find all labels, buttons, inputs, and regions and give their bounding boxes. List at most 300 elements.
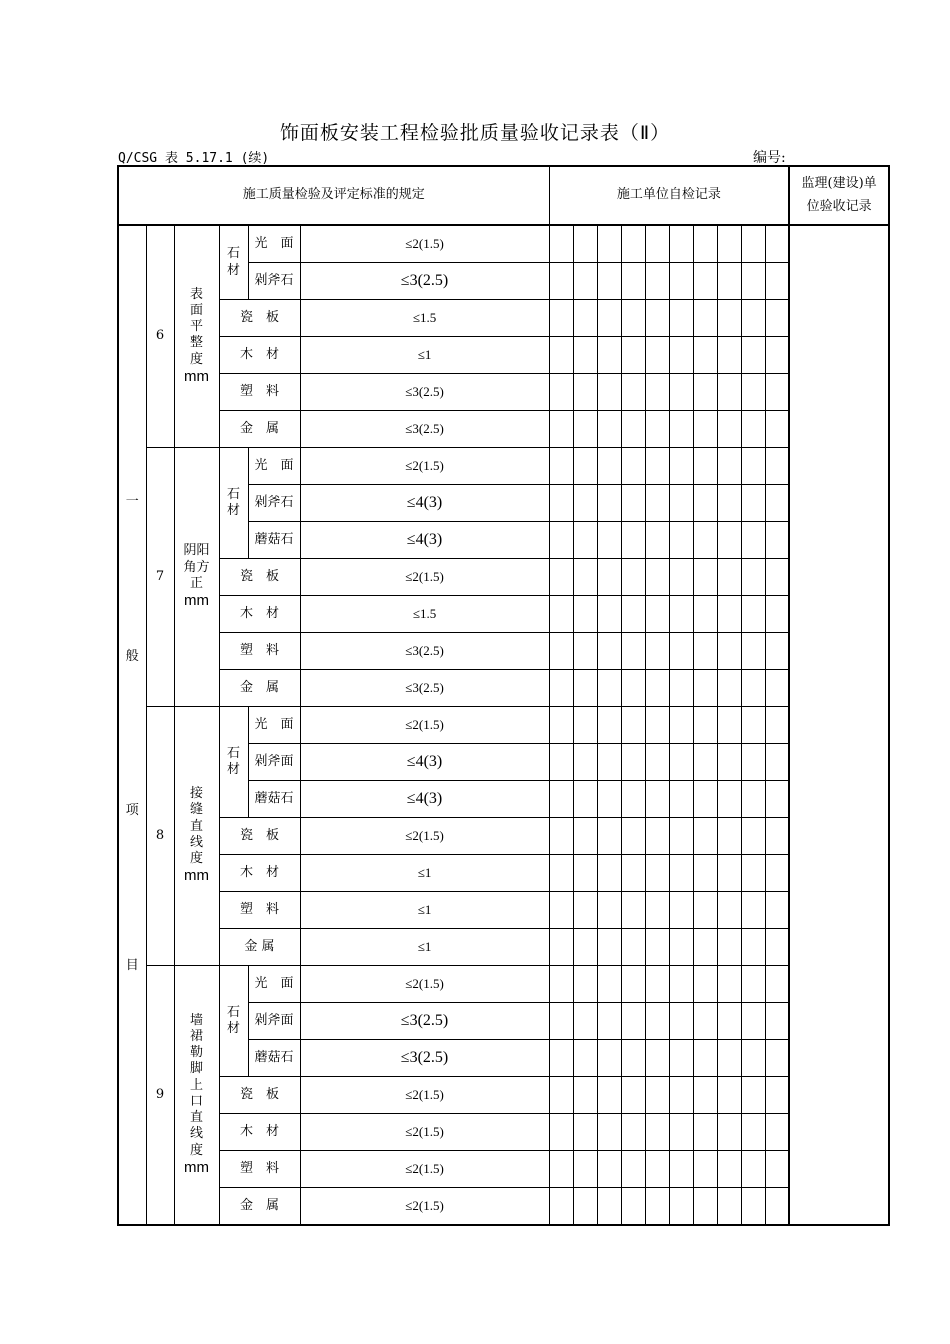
self-check-cell[interactable] xyxy=(597,374,621,411)
self-check-cell[interactable] xyxy=(741,1040,765,1077)
self-check-cell[interactable] xyxy=(741,670,765,707)
item-unit: mm xyxy=(184,867,209,885)
self-check-cell[interactable] xyxy=(693,929,717,966)
self-check-cell[interactable] xyxy=(573,929,597,966)
self-check-cell[interactable] xyxy=(717,300,741,337)
self-check-cell[interactable] xyxy=(597,225,621,263)
category-label xyxy=(119,494,146,974)
self-check-cell[interactable] xyxy=(621,300,645,337)
self-check-cell[interactable] xyxy=(717,781,741,818)
self-check-cell[interactable] xyxy=(621,966,645,1003)
self-check-cell[interactable] xyxy=(549,263,573,300)
self-check-cell[interactable] xyxy=(573,263,597,300)
self-check-cell[interactable] xyxy=(669,522,693,559)
self-check-cell[interactable] xyxy=(741,448,765,485)
self-check-cell[interactable] xyxy=(621,670,645,707)
self-check-cell[interactable] xyxy=(597,411,621,448)
self-check-cell[interactable] xyxy=(597,929,621,966)
self-check-cell[interactable] xyxy=(645,522,669,559)
self-check-cell[interactable] xyxy=(645,337,669,374)
self-check-cell[interactable] xyxy=(621,448,645,485)
self-check-cell[interactable] xyxy=(597,559,621,596)
self-check-cell[interactable] xyxy=(549,448,573,485)
self-check-cell[interactable] xyxy=(669,633,693,670)
standard-value: ≤4(3) xyxy=(300,781,549,818)
self-check-cell[interactable] xyxy=(573,337,597,374)
self-check-cell[interactable] xyxy=(669,855,693,892)
self-check-cell[interactable] xyxy=(597,670,621,707)
self-check-cell[interactable] xyxy=(645,929,669,966)
self-check-cell[interactable] xyxy=(597,707,621,744)
self-check-cell[interactable] xyxy=(621,596,645,633)
self-check-cell[interactable] xyxy=(693,374,717,411)
material-label: 剁斧石 xyxy=(248,485,300,522)
self-check-cell[interactable] xyxy=(741,744,765,781)
self-check-cell[interactable] xyxy=(765,855,789,892)
self-check-cell[interactable] xyxy=(765,300,789,337)
self-check-cell[interactable] xyxy=(597,448,621,485)
self-check-cell[interactable] xyxy=(693,1040,717,1077)
self-check-cell[interactable] xyxy=(765,929,789,966)
self-check-cell[interactable] xyxy=(573,855,597,892)
self-check-cell[interactable] xyxy=(717,522,741,559)
self-check-cell[interactable] xyxy=(573,485,597,522)
self-check-cell[interactable] xyxy=(549,522,573,559)
self-check-cell[interactable] xyxy=(765,225,789,263)
self-check-cell[interactable] xyxy=(693,966,717,1003)
standard-value: ≤3(2.5) xyxy=(300,411,549,448)
self-check-cell[interactable] xyxy=(573,966,597,1003)
self-check-cell[interactable] xyxy=(597,300,621,337)
self-check-cell[interactable] xyxy=(741,892,765,929)
self-check-cell[interactable] xyxy=(669,337,693,374)
self-check-cell[interactable] xyxy=(549,929,573,966)
self-check-cell[interactable] xyxy=(621,522,645,559)
self-check-cell[interactable] xyxy=(549,892,573,929)
self-check-cell[interactable] xyxy=(741,1077,765,1114)
self-check-cell[interactable] xyxy=(549,225,573,263)
self-check-cell[interactable] xyxy=(765,707,789,744)
self-check-cell[interactable] xyxy=(645,263,669,300)
self-check-cell[interactable] xyxy=(741,485,765,522)
self-check-cell[interactable] xyxy=(597,1188,621,1226)
self-check-cell[interactable] xyxy=(717,596,741,633)
self-check-cell[interactable] xyxy=(621,485,645,522)
item-name-char: 口 xyxy=(189,1093,203,1109)
self-check-cell[interactable] xyxy=(693,522,717,559)
self-check-cell[interactable] xyxy=(597,1040,621,1077)
self-check-cell[interactable] xyxy=(717,670,741,707)
self-check-cell[interactable] xyxy=(597,337,621,374)
self-check-cell[interactable] xyxy=(669,485,693,522)
self-check-cell[interactable] xyxy=(597,744,621,781)
self-check-cell[interactable] xyxy=(597,485,621,522)
self-check-cell[interactable] xyxy=(693,1188,717,1226)
self-check-cell[interactable] xyxy=(597,855,621,892)
self-check-cell[interactable] xyxy=(669,929,693,966)
self-check-cell[interactable] xyxy=(549,855,573,892)
material-label: 木 材 xyxy=(219,596,300,633)
self-check-cell[interactable] xyxy=(741,633,765,670)
self-check-cell[interactable] xyxy=(765,818,789,855)
self-check-cell[interactable] xyxy=(597,1003,621,1040)
self-check-cell[interactable] xyxy=(573,411,597,448)
self-check-cell[interactable] xyxy=(573,448,597,485)
self-check-cell[interactable] xyxy=(645,485,669,522)
self-check-cell[interactable] xyxy=(573,670,597,707)
self-check-cell[interactable] xyxy=(765,1114,789,1151)
category-cell xyxy=(118,225,146,1225)
self-check-cell[interactable] xyxy=(573,892,597,929)
self-check-cell[interactable] xyxy=(621,744,645,781)
self-check-cell[interactable] xyxy=(597,818,621,855)
self-check-cell[interactable] xyxy=(741,263,765,300)
self-check-cell[interactable] xyxy=(573,596,597,633)
self-check-cell[interactable] xyxy=(717,1003,741,1040)
self-check-cell[interactable] xyxy=(549,1040,573,1077)
self-check-cell[interactable] xyxy=(717,966,741,1003)
self-check-cell[interactable] xyxy=(573,1040,597,1077)
self-check-cell[interactable] xyxy=(765,1040,789,1077)
self-check-cell[interactable] xyxy=(765,263,789,300)
material-label: 金 属 xyxy=(219,670,300,707)
self-check-cell[interactable] xyxy=(645,707,669,744)
self-check-cell[interactable] xyxy=(573,1003,597,1040)
self-check-cell[interactable] xyxy=(621,1040,645,1077)
self-check-cell[interactable] xyxy=(549,596,573,633)
self-check-cell[interactable] xyxy=(693,1114,717,1151)
self-check-cell[interactable] xyxy=(645,818,669,855)
standard-value: ≤2(1.5) xyxy=(300,818,549,855)
self-check-cell[interactable] xyxy=(693,559,717,596)
self-check-cell[interactable] xyxy=(693,670,717,707)
self-check-cell[interactable] xyxy=(573,1077,597,1114)
self-check-cell[interactable] xyxy=(693,300,717,337)
self-check-cell[interactable] xyxy=(693,707,717,744)
self-check-cell[interactable] xyxy=(669,818,693,855)
self-check-cell[interactable] xyxy=(765,411,789,448)
material-label: 剁斧面 xyxy=(248,1003,300,1040)
self-check-cell[interactable] xyxy=(741,411,765,448)
self-check-cell[interactable] xyxy=(645,596,669,633)
self-check-cell[interactable] xyxy=(693,744,717,781)
self-check-cell[interactable] xyxy=(621,559,645,596)
self-check-cell[interactable] xyxy=(741,522,765,559)
self-check-cell[interactable] xyxy=(741,300,765,337)
self-check-cell[interactable] xyxy=(765,596,789,633)
self-check-cell[interactable] xyxy=(597,892,621,929)
self-check-cell[interactable] xyxy=(645,781,669,818)
self-check-cell[interactable] xyxy=(669,781,693,818)
item-name-char: 度 xyxy=(189,1142,203,1158)
table-row xyxy=(118,966,889,1003)
self-check-cell[interactable] xyxy=(645,966,669,1003)
self-check-cell[interactable] xyxy=(597,596,621,633)
self-check-cell[interactable] xyxy=(765,633,789,670)
self-check-cell[interactable] xyxy=(573,522,597,559)
self-check-cell[interactable] xyxy=(645,892,669,929)
self-check-cell[interactable] xyxy=(621,929,645,966)
self-check-cell[interactable] xyxy=(645,559,669,596)
self-check-cell[interactable] xyxy=(693,263,717,300)
self-check-cell[interactable] xyxy=(669,1151,693,1188)
self-check-cell[interactable] xyxy=(669,1077,693,1114)
self-check-cell[interactable] xyxy=(693,337,717,374)
self-check-cell[interactable] xyxy=(669,1188,693,1226)
self-check-cell[interactable] xyxy=(717,1114,741,1151)
self-check-cell[interactable] xyxy=(717,744,741,781)
self-check-cell[interactable] xyxy=(621,633,645,670)
standard-value: ≤1 xyxy=(300,337,549,374)
self-check-cell[interactable] xyxy=(549,707,573,744)
self-check-cell[interactable] xyxy=(573,1188,597,1226)
self-check-cell[interactable] xyxy=(741,225,765,263)
self-check-cell[interactable] xyxy=(741,596,765,633)
self-check-cell[interactable] xyxy=(765,1003,789,1040)
self-check-cell[interactable] xyxy=(597,781,621,818)
self-check-cell[interactable] xyxy=(549,374,573,411)
self-check-cell[interactable] xyxy=(669,411,693,448)
self-check-cell[interactable] xyxy=(717,633,741,670)
self-check-cell[interactable] xyxy=(621,892,645,929)
self-check-cell[interactable] xyxy=(693,781,717,818)
material-label: 剁斧石 xyxy=(248,263,300,300)
self-check-cell[interactable] xyxy=(717,448,741,485)
self-check-cell[interactable] xyxy=(693,633,717,670)
self-check-cell[interactable] xyxy=(549,1188,573,1226)
self-check-cell[interactable] xyxy=(693,448,717,485)
self-check-cell[interactable] xyxy=(645,855,669,892)
self-check-cell[interactable] xyxy=(693,855,717,892)
self-check-cell[interactable] xyxy=(645,300,669,337)
self-check-cell[interactable] xyxy=(669,374,693,411)
self-check-cell[interactable] xyxy=(645,1114,669,1151)
self-check-cell[interactable] xyxy=(645,670,669,707)
self-check-cell[interactable] xyxy=(669,1114,693,1151)
self-check-cell[interactable] xyxy=(621,263,645,300)
self-check-cell[interactable] xyxy=(573,633,597,670)
self-check-cell[interactable] xyxy=(765,522,789,559)
self-check-cell[interactable] xyxy=(645,1151,669,1188)
self-check-cell[interactable] xyxy=(693,1003,717,1040)
self-check-cell[interactable] xyxy=(573,300,597,337)
self-check-cell[interactable] xyxy=(549,300,573,337)
self-check-cell[interactable] xyxy=(573,559,597,596)
self-check-cell[interactable] xyxy=(597,1151,621,1188)
self-check-cell[interactable] xyxy=(573,781,597,818)
self-check-cell[interactable] xyxy=(717,892,741,929)
self-check-cell[interactable] xyxy=(645,1003,669,1040)
self-check-cell[interactable] xyxy=(549,966,573,1003)
self-check-cell[interactable] xyxy=(669,300,693,337)
self-check-cell[interactable] xyxy=(765,485,789,522)
self-check-cell[interactable] xyxy=(717,855,741,892)
self-check-cell[interactable] xyxy=(717,337,741,374)
self-check-cell[interactable] xyxy=(549,1003,573,1040)
self-check-cell[interactable] xyxy=(765,670,789,707)
self-check-cell[interactable] xyxy=(741,1151,765,1188)
item-name-char: 度 xyxy=(189,351,203,367)
self-check-cell[interactable] xyxy=(549,559,573,596)
self-check-cell[interactable] xyxy=(669,596,693,633)
self-check-cell[interactable] xyxy=(645,744,669,781)
self-check-cell[interactable] xyxy=(621,1114,645,1151)
self-check-cell[interactable] xyxy=(645,225,669,263)
table-row xyxy=(118,225,889,263)
self-check-cell[interactable] xyxy=(741,707,765,744)
self-check-cell[interactable] xyxy=(741,818,765,855)
self-check-cell[interactable] xyxy=(669,670,693,707)
self-check-cell[interactable] xyxy=(549,411,573,448)
self-check-cell[interactable] xyxy=(645,374,669,411)
item-name-char: 线 xyxy=(189,1126,203,1142)
self-check-cell[interactable] xyxy=(621,1151,645,1188)
self-check-cell[interactable] xyxy=(741,559,765,596)
material-label: 塑 料 xyxy=(219,633,300,670)
self-check-cell[interactable] xyxy=(549,633,573,670)
self-check-cell[interactable] xyxy=(549,337,573,374)
self-check-cell[interactable] xyxy=(765,781,789,818)
standard-value: ≤1.5 xyxy=(300,596,549,633)
self-check-cell[interactable] xyxy=(717,225,741,263)
self-check-cell[interactable] xyxy=(717,485,741,522)
self-check-cell[interactable] xyxy=(669,744,693,781)
self-check-cell[interactable] xyxy=(645,1040,669,1077)
self-check-cell[interactable] xyxy=(765,374,789,411)
self-check-cell[interactable] xyxy=(693,892,717,929)
self-check-cell[interactable] xyxy=(693,1077,717,1114)
self-check-cell[interactable] xyxy=(717,818,741,855)
self-check-cell[interactable] xyxy=(597,1077,621,1114)
self-check-cell[interactable] xyxy=(621,707,645,744)
self-check-cell[interactable] xyxy=(741,855,765,892)
self-check-cell[interactable] xyxy=(549,1114,573,1151)
self-check-cell[interactable] xyxy=(741,781,765,818)
table-row xyxy=(118,892,889,929)
self-check-cell[interactable] xyxy=(693,1151,717,1188)
material-label: 瓷 板 xyxy=(219,1077,300,1114)
self-check-cell[interactable] xyxy=(549,781,573,818)
self-check-cell[interactable] xyxy=(573,374,597,411)
self-check-cell[interactable] xyxy=(621,374,645,411)
self-check-cell[interactable] xyxy=(717,374,741,411)
self-check-cell[interactable] xyxy=(765,448,789,485)
self-check-cell[interactable] xyxy=(717,929,741,966)
self-check-cell[interactable] xyxy=(765,892,789,929)
self-check-cell[interactable] xyxy=(717,263,741,300)
self-check-cell[interactable] xyxy=(669,448,693,485)
self-check-cell[interactable] xyxy=(741,337,765,374)
self-check-cell[interactable] xyxy=(717,411,741,448)
self-check-cell[interactable] xyxy=(573,707,597,744)
supervisor-record-cell[interactable] xyxy=(789,225,889,1225)
self-check-cell[interactable] xyxy=(717,707,741,744)
self-check-cell[interactable] xyxy=(621,781,645,818)
self-check-cell[interactable] xyxy=(669,966,693,1003)
self-check-cell[interactable] xyxy=(549,485,573,522)
self-check-cell[interactable] xyxy=(621,1188,645,1226)
self-check-cell[interactable] xyxy=(645,411,669,448)
self-check-cell[interactable] xyxy=(717,1151,741,1188)
self-check-cell[interactable] xyxy=(741,929,765,966)
table-row xyxy=(118,818,889,855)
self-check-cell[interactable] xyxy=(597,1114,621,1151)
self-check-cell[interactable] xyxy=(765,1077,789,1114)
self-check-cell[interactable] xyxy=(765,337,789,374)
self-check-cell[interactable] xyxy=(765,1188,789,1226)
standard-value: ≤1.5 xyxy=(300,300,549,337)
self-check-cell[interactable] xyxy=(669,892,693,929)
self-check-cell[interactable] xyxy=(693,485,717,522)
self-check-cell[interactable] xyxy=(645,448,669,485)
self-check-cell[interactable] xyxy=(621,1077,645,1114)
self-check-cell[interactable] xyxy=(669,1003,693,1040)
self-check-cell[interactable] xyxy=(573,818,597,855)
self-check-cell[interactable] xyxy=(549,1077,573,1114)
self-check-cell[interactable] xyxy=(669,707,693,744)
self-check-cell[interactable] xyxy=(717,1040,741,1077)
self-check-cell[interactable] xyxy=(765,966,789,1003)
self-check-cell[interactable] xyxy=(549,818,573,855)
self-check-cell[interactable] xyxy=(645,633,669,670)
self-check-cell[interactable] xyxy=(669,263,693,300)
self-check-cell[interactable] xyxy=(693,596,717,633)
self-check-cell[interactable] xyxy=(597,966,621,1003)
form-code: Q/CSG 表 5.17.1 (续) xyxy=(118,151,270,166)
self-check-cell[interactable] xyxy=(693,818,717,855)
self-check-cell[interactable] xyxy=(645,1077,669,1114)
self-check-cell[interactable] xyxy=(597,633,621,670)
self-check-cell[interactable] xyxy=(549,744,573,781)
self-check-cell[interactable] xyxy=(573,225,597,263)
self-check-cell[interactable] xyxy=(621,1003,645,1040)
self-check-cell[interactable] xyxy=(621,225,645,263)
self-check-cell[interactable] xyxy=(645,1188,669,1226)
self-check-cell[interactable] xyxy=(717,559,741,596)
self-check-cell[interactable] xyxy=(717,1077,741,1114)
self-check-cell[interactable] xyxy=(717,1188,741,1226)
self-check-cell[interactable] xyxy=(741,1114,765,1151)
item-name xyxy=(174,225,219,448)
self-check-cell[interactable] xyxy=(621,818,645,855)
self-check-cell[interactable] xyxy=(621,411,645,448)
material-label: 塑 料 xyxy=(219,374,300,411)
self-check-cell[interactable] xyxy=(669,1040,693,1077)
self-check-cell[interactable] xyxy=(669,225,693,263)
material-label: 蘑菇石 xyxy=(248,781,300,818)
self-check-cell[interactable] xyxy=(765,1151,789,1188)
self-check-cell[interactable] xyxy=(597,263,621,300)
self-check-cell[interactable] xyxy=(573,1114,597,1151)
stone-char: 石 xyxy=(226,745,240,761)
self-check-cell[interactable] xyxy=(693,411,717,448)
self-check-cell[interactable] xyxy=(549,1151,573,1188)
self-check-cell[interactable] xyxy=(741,1188,765,1226)
self-check-cell[interactable] xyxy=(597,522,621,559)
self-check-cell[interactable] xyxy=(741,1003,765,1040)
self-check-cell[interactable] xyxy=(765,559,789,596)
self-check-cell[interactable] xyxy=(765,744,789,781)
self-check-cell[interactable] xyxy=(741,374,765,411)
self-check-cell[interactable] xyxy=(573,744,597,781)
self-check-cell[interactable] xyxy=(549,670,573,707)
self-check-cell[interactable] xyxy=(669,559,693,596)
self-check-cell[interactable] xyxy=(621,855,645,892)
self-check-cell[interactable] xyxy=(741,966,765,1003)
self-check-cell[interactable] xyxy=(693,225,717,263)
self-check-cell[interactable] xyxy=(621,337,645,374)
self-check-cell[interactable] xyxy=(573,1151,597,1188)
